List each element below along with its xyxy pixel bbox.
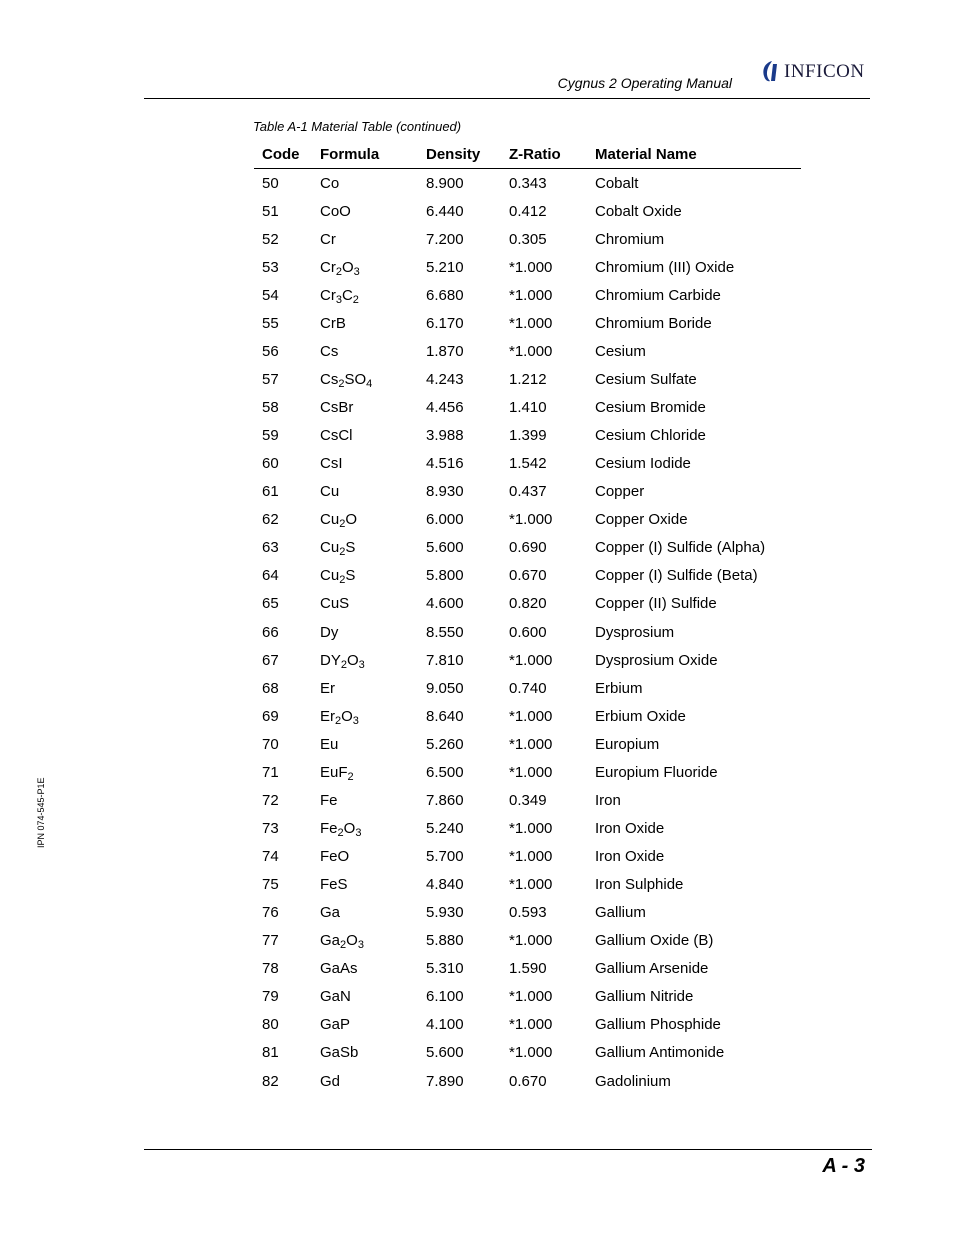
cell-formula — [320, 843, 426, 871]
cell-formula — [320, 253, 426, 281]
cell-code: 79 — [262, 988, 279, 1006]
cell-formula — [320, 786, 426, 814]
cell-density: 5.930 — [426, 904, 464, 922]
cell-code: 62 — [262, 511, 279, 529]
formula-element: S — [345, 567, 356, 585]
formula-element: S — [345, 539, 356, 557]
cell-material-name: Copper (I) Sulfide (Alpha) — [595, 539, 766, 557]
cell-z-ratio: 0.412 — [509, 202, 547, 220]
cell-material-name: Iron Oxide — [595, 848, 665, 866]
cell-density: 5.240 — [426, 819, 464, 837]
table-row — [254, 253, 801, 281]
cell-formula — [320, 562, 426, 590]
cell-material-name: Chromium Carbide — [595, 286, 721, 304]
table-row — [254, 618, 801, 646]
cell-z-ratio: *1.000 — [509, 735, 553, 753]
formula-element: Ga — [320, 904, 341, 922]
table-row — [254, 534, 801, 562]
cell-density: 6.000 — [426, 511, 464, 529]
formula-element: Cu — [320, 539, 340, 557]
cell-formula — [320, 730, 426, 758]
formula-element: Er — [320, 679, 335, 697]
cell-material-name: Cesium Chloride — [595, 427, 706, 445]
cell-density: 5.800 — [426, 567, 464, 585]
cell-code: 76 — [262, 904, 279, 922]
cell-material-name: Copper (I) Sulfide (Beta) — [595, 567, 758, 585]
cell-material-name: Iron — [595, 791, 621, 809]
cell-material-name: Cobalt Oxide — [595, 202, 682, 220]
table-row — [254, 927, 801, 955]
cell-formula — [320, 1011, 426, 1039]
cell-formula — [320, 478, 426, 506]
table-row — [254, 758, 801, 786]
table-row — [254, 422, 801, 450]
formula-element: O — [341, 258, 354, 276]
formula-element: Fe — [320, 791, 338, 809]
formula-element: Cr — [320, 230, 336, 248]
cell-density: 4.243 — [426, 370, 464, 388]
formula-element: O — [345, 511, 357, 529]
cell-z-ratio: *1.000 — [509, 511, 553, 529]
formula-element: FeO — [320, 848, 350, 866]
formula-subscript: 2 — [339, 574, 346, 587]
formula-element: Cu — [320, 483, 340, 501]
cell-z-ratio: 0.343 — [509, 174, 547, 192]
cell-formula — [320, 506, 426, 534]
cell-z-ratio: 0.820 — [509, 595, 547, 613]
table-row — [254, 730, 801, 758]
cell-material-name: Erbium Oxide — [595, 707, 686, 725]
cell-density: 9.050 — [426, 679, 464, 697]
formula-element: SO — [344, 370, 367, 388]
cell-density: 3.988 — [426, 427, 464, 445]
formula-element: GaAs — [320, 960, 358, 978]
formula-element: Cs — [320, 342, 339, 360]
formula-element: C — [341, 286, 353, 304]
cell-code: 68 — [262, 679, 279, 697]
footer-divider — [144, 1149, 872, 1150]
cell-code: 60 — [262, 455, 279, 473]
cell-z-ratio: *1.000 — [509, 342, 553, 360]
cell-density: 5.260 — [426, 735, 464, 753]
formula-element: GaSb — [320, 1044, 359, 1062]
cell-code: 74 — [262, 848, 279, 866]
cell-z-ratio: *1.000 — [509, 763, 553, 781]
cell-formula — [320, 197, 426, 225]
cell-z-ratio: 0.670 — [509, 1072, 547, 1090]
table-row — [254, 225, 801, 253]
formula-element: CrB — [320, 314, 346, 332]
cell-material-name: Gallium Arsenide — [595, 960, 709, 978]
formula-subscript: 2 — [335, 265, 342, 278]
manual-title: Cygnus 2 Operating Manual — [557, 75, 732, 91]
cell-code: 75 — [262, 876, 279, 894]
cell-formula — [320, 702, 426, 730]
cell-code: 57 — [262, 370, 279, 388]
cell-material-name: Cesium — [595, 342, 646, 360]
formula-subscript: 3 — [335, 293, 342, 306]
table-row — [254, 337, 801, 365]
formula-subscript: 2 — [347, 770, 354, 783]
cell-code: 82 — [262, 1072, 279, 1090]
cell-code: 71 — [262, 763, 279, 781]
formula-subscript: 2 — [352, 293, 359, 306]
table-row — [254, 281, 801, 309]
inficon-logo — [760, 58, 872, 84]
cell-density: 7.810 — [426, 651, 464, 669]
column-header-material-name: Material Name — [595, 140, 801, 169]
cell-z-ratio: *1.000 — [509, 1016, 553, 1034]
cell-density: 4.100 — [426, 1016, 464, 1034]
formula-element: Dy — [320, 623, 339, 641]
cell-formula — [320, 225, 426, 253]
cell-code: 80 — [262, 1016, 279, 1034]
cell-z-ratio: *1.000 — [509, 932, 553, 950]
cell-formula — [320, 674, 426, 702]
cell-z-ratio: 0.740 — [509, 679, 547, 697]
formula-subscript: 2 — [337, 826, 344, 839]
formula-subscript: 3 — [352, 714, 359, 727]
cell-formula — [320, 983, 426, 1011]
cell-material-name: Gallium — [595, 904, 646, 922]
cell-material-name: Europium — [595, 735, 660, 753]
formula-subscript: 2 — [340, 658, 347, 671]
document-number: IPN 074-545-P1E — [36, 777, 46, 848]
cell-material-name: Copper — [595, 483, 645, 501]
table-row — [254, 1011, 801, 1039]
formula-element: O — [346, 932, 358, 950]
cell-formula — [320, 337, 426, 365]
formula-element: Gd — [320, 1072, 341, 1090]
cell-formula — [320, 618, 426, 646]
table-row — [254, 983, 801, 1011]
cell-code: 69 — [262, 707, 279, 725]
table-row — [254, 309, 801, 337]
cell-material-name: Iron Sulphide — [595, 876, 684, 894]
cell-code: 58 — [262, 399, 279, 417]
cell-code: 52 — [262, 230, 279, 248]
cell-density: 6.680 — [426, 286, 464, 304]
formula-element: O — [346, 651, 359, 669]
formula-element: Cu — [320, 511, 340, 529]
formula-subscript: 4 — [366, 377, 373, 390]
formula-element: Co — [320, 174, 340, 192]
cell-material-name: Erbium — [595, 679, 643, 697]
table-row — [254, 450, 801, 478]
table-row — [254, 899, 801, 927]
cell-code: 67 — [262, 651, 279, 669]
cell-code: 77 — [262, 932, 279, 950]
cell-material-name: Gadolinium — [595, 1072, 671, 1090]
formula-subscript: 3 — [353, 265, 360, 278]
table-row — [254, 394, 801, 422]
cell-density: 5.210 — [426, 258, 464, 276]
cell-density: 8.550 — [426, 623, 464, 641]
cell-density: 5.880 — [426, 932, 464, 950]
table-row — [254, 702, 801, 730]
cell-density: 5.600 — [426, 1044, 464, 1062]
formula-subscript: 2 — [339, 518, 346, 531]
table-header-row — [254, 140, 801, 169]
cell-formula — [320, 1039, 426, 1067]
table-row — [254, 169, 801, 198]
cell-formula — [320, 955, 426, 983]
cell-density: 4.840 — [426, 876, 464, 894]
cell-z-ratio: *1.000 — [509, 707, 553, 725]
cell-code: 81 — [262, 1044, 279, 1062]
table-row — [254, 365, 801, 393]
cell-code: 53 — [262, 258, 279, 276]
formula-element: GaP — [320, 1016, 351, 1034]
cell-material-name: Copper Oxide — [595, 511, 688, 529]
cell-z-ratio: 1.590 — [509, 960, 547, 978]
cell-material-name: Gallium Oxide (B) — [595, 932, 714, 950]
cell-code: 59 — [262, 427, 279, 445]
cell-z-ratio: *1.000 — [509, 876, 553, 894]
formula-element: Er — [320, 707, 335, 725]
cell-material-name: Copper (II) Sulfide — [595, 595, 717, 613]
column-header-code: Code — [254, 140, 320, 169]
formula-subscript: 2 — [340, 939, 347, 952]
column-header-formula: Formula — [320, 140, 426, 169]
cell-material-name: Chromium (III) Oxide — [595, 258, 735, 276]
cell-material-name: Cesium Iodide — [595, 455, 691, 473]
cell-code: 51 — [262, 202, 279, 220]
cell-code: 66 — [262, 623, 279, 641]
cell-material-name: Dysprosium — [595, 623, 675, 641]
cell-density: 1.870 — [426, 342, 464, 360]
cell-z-ratio: *1.000 — [509, 258, 553, 276]
cell-material-name: Cesium Sulfate — [595, 370, 697, 388]
cell-code: 61 — [262, 483, 279, 501]
cell-formula — [320, 814, 426, 842]
formula-element: CsCl — [320, 427, 353, 445]
formula-subscript: 2 — [338, 377, 345, 390]
inficon-logo-icon — [760, 60, 782, 82]
cell-z-ratio: 0.600 — [509, 623, 547, 641]
cell-density: 5.600 — [426, 539, 464, 557]
cell-density: 8.930 — [426, 483, 464, 501]
cell-z-ratio: 0.670 — [509, 567, 547, 585]
formula-element: Cu — [320, 567, 340, 585]
cell-material-name: Cobalt — [595, 174, 639, 192]
formula-element: Cr — [320, 258, 336, 276]
cell-material-name: Europium Fluoride — [595, 763, 718, 781]
cell-material-name: Dysprosium Oxide — [595, 651, 718, 669]
cell-code: 50 — [262, 174, 279, 192]
formula-subscript: 2 — [339, 546, 346, 559]
cell-material-name: Chromium — [595, 230, 665, 248]
cell-code: 72 — [262, 791, 279, 809]
cell-formula — [320, 365, 426, 393]
formula-element: Cr — [320, 286, 336, 304]
cell-formula — [320, 646, 426, 674]
cell-z-ratio: *1.000 — [509, 988, 553, 1006]
cell-formula — [320, 1067, 426, 1095]
cell-density: 5.310 — [426, 960, 464, 978]
cell-density: 4.456 — [426, 399, 464, 417]
cell-density: 8.640 — [426, 707, 464, 725]
page-number: A - 3 — [822, 1155, 865, 1177]
cell-formula — [320, 758, 426, 786]
cell-density: 6.500 — [426, 763, 464, 781]
cell-formula — [320, 590, 426, 618]
header-divider — [144, 98, 870, 99]
cell-formula — [320, 450, 426, 478]
cell-z-ratio: *1.000 — [509, 819, 553, 837]
cell-density: 4.600 — [426, 595, 464, 613]
cell-density: 6.170 — [426, 314, 464, 332]
cell-z-ratio: 0.349 — [509, 791, 547, 809]
table-row — [254, 478, 801, 506]
cell-code: 64 — [262, 567, 279, 585]
cell-density: 8.900 — [426, 174, 464, 192]
table-row — [254, 871, 801, 899]
formula-element: EuF — [320, 763, 348, 781]
formula-element: O — [343, 819, 356, 837]
cell-z-ratio: 0.690 — [509, 539, 547, 557]
cell-density: 5.700 — [426, 848, 464, 866]
cell-material-name: Gallium Antimonide — [595, 1044, 725, 1062]
cell-material-name: Iron Oxide — [595, 819, 665, 837]
cell-formula — [320, 309, 426, 337]
formula-subscript: 2 — [335, 714, 342, 727]
cell-formula — [320, 394, 426, 422]
cell-material-name: Gallium Nitride — [595, 988, 694, 1006]
cell-code: 63 — [262, 539, 279, 557]
formula-element: O — [341, 707, 353, 725]
cell-formula — [320, 899, 426, 927]
table-row — [254, 197, 801, 225]
table-row — [254, 1039, 801, 1067]
cell-code: 55 — [262, 314, 279, 332]
formula-subscript: 3 — [355, 826, 362, 839]
cell-z-ratio: 0.305 — [509, 230, 547, 248]
formula-element: Fe — [320, 819, 338, 837]
table-row — [254, 786, 801, 814]
cell-z-ratio: 1.399 — [509, 427, 547, 445]
cell-z-ratio: 1.410 — [509, 399, 547, 417]
formula-element: CoO — [320, 202, 351, 220]
cell-density: 4.516 — [426, 455, 464, 473]
table-row — [254, 1067, 801, 1095]
cell-z-ratio: *1.000 — [509, 651, 553, 669]
formula-subscript: 3 — [358, 658, 365, 671]
cell-code: 73 — [262, 819, 279, 837]
cell-z-ratio: 0.437 — [509, 483, 547, 501]
table-row — [254, 562, 801, 590]
cell-formula — [320, 534, 426, 562]
cell-z-ratio: *1.000 — [509, 1044, 553, 1062]
formula-element: DY — [320, 651, 341, 669]
formula-element: CsBr — [320, 399, 354, 417]
formula-element: Eu — [320, 735, 339, 753]
table-row — [254, 674, 801, 702]
cell-z-ratio: *1.000 — [509, 286, 553, 304]
cell-code: 56 — [262, 342, 279, 360]
cell-formula — [320, 281, 426, 309]
formula-element: Cs — [320, 370, 339, 388]
cell-formula — [320, 169, 426, 198]
formula-element: Ga — [320, 932, 341, 950]
cell-density: 6.100 — [426, 988, 464, 1006]
table-row — [254, 590, 801, 618]
column-header-density: Density — [426, 140, 509, 169]
cell-z-ratio: 1.212 — [509, 370, 547, 388]
formula-element: GaN — [320, 988, 351, 1006]
material-table — [254, 140, 801, 1095]
table-caption: Table A-1 Material Table (continued) — [253, 119, 462, 134]
table-row — [254, 506, 801, 534]
cell-material-name: Chromium Boride — [595, 314, 712, 332]
formula-element: CsI — [320, 455, 343, 473]
cell-code: 54 — [262, 286, 279, 304]
cell-code: 78 — [262, 960, 279, 978]
cell-z-ratio: *1.000 — [509, 314, 553, 332]
cell-density: 7.890 — [426, 1072, 464, 1090]
cell-formula — [320, 871, 426, 899]
cell-formula — [320, 422, 426, 450]
cell-code: 70 — [262, 735, 279, 753]
logo-text: INFICON — [784, 61, 865, 82]
formula-element: CuS — [320, 595, 350, 613]
table-row — [254, 843, 801, 871]
cell-material-name: Gallium Phosphide — [595, 1016, 721, 1034]
formula-element: FeS — [320, 876, 348, 894]
cell-code: 65 — [262, 595, 279, 613]
cell-z-ratio: 0.593 — [509, 904, 547, 922]
table-row — [254, 814, 801, 842]
cell-material-name: Cesium Bromide — [595, 399, 706, 417]
cell-formula — [320, 927, 426, 955]
cell-density: 7.860 — [426, 791, 464, 809]
cell-z-ratio: 1.542 — [509, 455, 547, 473]
table-row — [254, 955, 801, 983]
cell-density: 7.200 — [426, 230, 464, 248]
formula-subscript: 3 — [357, 939, 364, 952]
cell-density: 6.440 — [426, 202, 464, 220]
cell-z-ratio: *1.000 — [509, 848, 553, 866]
column-header-z-ratio: Z-Ratio — [509, 140, 595, 169]
table-row — [254, 646, 801, 674]
